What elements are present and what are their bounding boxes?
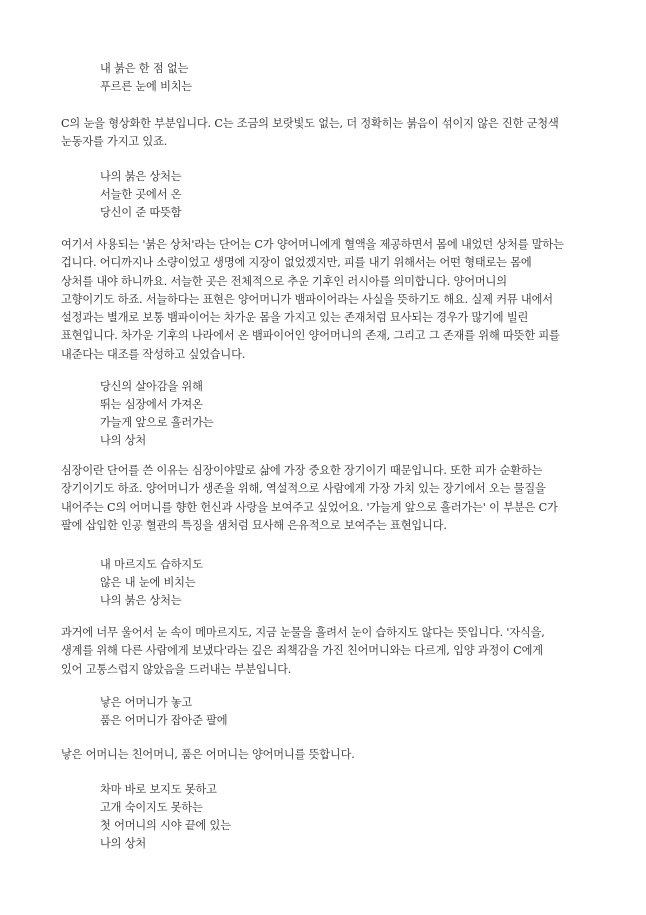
verse-stanza-4 bbox=[100, 556, 203, 610]
paragraph-line: 고향이기도 하죠. 서늘하다는 표현은 양어머니가 뱀파이어라는 사실을 뜻하기도 해요. 실제 커뮤 내에서 bbox=[61, 292, 553, 306]
verse-line: 첫 어머니의 시야 끝에 있는 bbox=[100, 819, 231, 832]
verse-line: 고개 숙이지도 못하는 bbox=[100, 801, 203, 814]
verse-line: 나의 붉은 상처는 bbox=[100, 170, 182, 183]
verse-line: 당신의 살아감을 위해 bbox=[100, 380, 203, 393]
verse-line: 가늘게 앞으로 흘러가는 bbox=[100, 416, 214, 429]
verse-line: 낳은 어머니가 놓고 bbox=[100, 696, 193, 709]
verse-line: 내 마르지도 습하지도 bbox=[100, 558, 203, 571]
paragraph-line: 과거에 너무 울어서 눈 속이 메마르지도, 지금 눈물을 흘려서 눈이 습하지도 않다는 뜻입니다. '자식을, bbox=[61, 626, 545, 639]
paragraph-line: 상처를 내야 하니까요. 서늘한 곳은 전체적으로 추운 기후인 러시아를 의미합니다. 양어머니의 bbox=[61, 274, 507, 288]
paragraph-line: 생계를 위해 다른 사람에게 보냈다'라는 깊은 죄책감을 가진 친어머니와는 다르게, 입양 과정이 C에게 bbox=[61, 644, 543, 658]
verse-stanza-3 bbox=[100, 378, 213, 450]
paragraph-line: 팔에 삽입한 인공 혈관의 특징을 샘처럼 묘사해 은유적으로 보여주는 표현입니다. bbox=[61, 518, 447, 532]
commentary-paragraph-4 bbox=[61, 624, 545, 679]
verse-line: 서늘한 곳에서 온 bbox=[100, 188, 182, 201]
paragraph-line: 심장이란 단어를 쓴 이유는 심장이야말로 삶에 가장 중요한 장기이기 때문입니다. 또한 피가 순환하는 bbox=[61, 464, 543, 477]
commentary-paragraph-1 bbox=[61, 115, 559, 152]
verse-line: 않은 내 눈에 비치는 bbox=[100, 576, 196, 589]
paragraph-line: 낳은 어머니는 친어머니, 품은 어머니는 양어머니를 뜻합니다. bbox=[61, 748, 355, 761]
verse-line: 나의 붉은 상처는 bbox=[100, 594, 182, 607]
paragraph-line: 설정과는 별개로 보통 뱀파이어는 차가운 몸을 가지고 있는 존재처럼 묘사되는 경우가 많기에 빌린 bbox=[61, 311, 529, 325]
verse-line: 뛰는 심장에서 가져온 bbox=[100, 398, 203, 411]
paragraph-line: 내준다는 대조를 작성하고 싶었습니다. bbox=[61, 347, 246, 361]
verse-line: 차마 바로 보지도 못하고 bbox=[100, 783, 217, 796]
paragraph-line: C의 눈을 형상화한 부분입니다. C는 조금의 보랏빛도 없는, 더 정확히는 붉음이 섞이지 않은 진한 군청색 bbox=[61, 117, 559, 130]
paragraph-line: 표현입니다. 차가운 기후의 나라에서 온 뱀파이어인 양어머니의 존재, 그리고 그 존재를 위해 따뜻한 피를 bbox=[61, 329, 560, 343]
verse-stanza-5 bbox=[100, 694, 227, 730]
verse-stanza-1 bbox=[100, 60, 192, 96]
commentary-paragraph-2 bbox=[61, 236, 564, 364]
verse-stanza-2 bbox=[100, 168, 181, 222]
paragraph-line: 장기이기도 하죠. 양어머니가 생존을 위해, 역설적으로 사람에게 가장 가치 있는 장기에서 오는 물질을 bbox=[61, 482, 546, 496]
verse-line: 나의 상처 bbox=[100, 837, 147, 850]
verse-stanza-6 bbox=[100, 781, 231, 853]
commentary-paragraph-3 bbox=[61, 462, 558, 535]
paragraph-line: 여기서 사용되는 '붉은 상처'라는 단어는 C가 양어머니에게 혈액을 제공하면서 몸에 내었던 상처를 말하는 bbox=[61, 238, 564, 251]
verse-line: 품은 어머니가 잡아준 팔에 bbox=[100, 714, 228, 727]
paragraph-line: 내어주는 C의 어머니를 향한 헌신과 사랑을 보여주고 싶었어요. '가늘게 앞으로 흘러가는' 이 부분은 C가 bbox=[61, 500, 558, 514]
paragraph-line: 있어 고통스럽지 않았음을 드러내는 부분입니다. bbox=[61, 662, 292, 676]
paragraph-line: 겁니다. 어디까지나 소량이었고 생명에 지장이 없었겠지만, 피를 내기 위해서는 어떤 형태로는 몸에 bbox=[61, 256, 532, 270]
verse-line: 내 붉은 한 점 없는 bbox=[100, 62, 189, 75]
paragraph-line: 눈동자를 가지고 있죠. bbox=[61, 135, 168, 149]
commentary-paragraph-5 bbox=[61, 746, 355, 764]
verse-line: 나의 상처 bbox=[100, 434, 147, 447]
verse-line: 당신이 준 따뜻함 bbox=[100, 206, 182, 219]
verse-line: 푸르른 눈에 비치는 bbox=[100, 80, 193, 93]
